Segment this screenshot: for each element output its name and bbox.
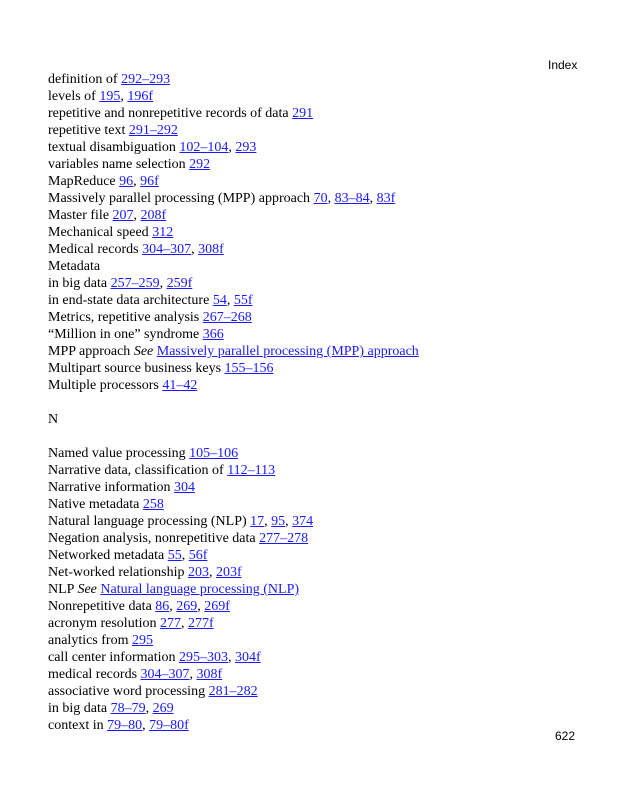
- page-reference-link[interactable]: 269: [176, 599, 198, 614]
- index-term: repetitive text: [48, 123, 129, 138]
- page-reference-link[interactable]: 95: [271, 514, 286, 529]
- index-term: “Million in one” syndrome: [48, 327, 203, 342]
- index-term: repetitive and nonrepetitive records of data: [48, 106, 293, 121]
- index-entry: [48, 462, 588, 479]
- page-reference-link[interactable]: 295–303: [179, 650, 228, 665]
- page-reference-link[interactable]: 41–42: [162, 378, 198, 393]
- index-entry: Master file 207, 208f: [48, 208, 167, 223]
- index-entry: levels of 195, 196f: [48, 89, 153, 104]
- page-reference-link[interactable]: 83–84: [334, 191, 370, 206]
- index-entry: [48, 71, 588, 88]
- index-term: Named value processing: [48, 446, 190, 461]
- page-reference-link[interactable]: 86: [155, 599, 170, 614]
- see-reference-link[interactable]: Massively parallel processing (MPP) approach: [156, 344, 419, 359]
- see-label: See: [77, 582, 97, 597]
- index-term: Native metadata: [48, 497, 143, 512]
- index-term: associative word processing: [48, 684, 209, 699]
- page-reference-link[interactable]: 295: [131, 633, 153, 648]
- index-term: Mechanical speed: [48, 225, 153, 240]
- section-letter: N: [48, 412, 59, 427]
- index-entry: medical records 304–307, 308f: [48, 667, 223, 682]
- see-reference-link[interactable]: Natural language processing (NLP): [100, 582, 300, 597]
- index-entry: [48, 326, 588, 343]
- index-entry: [48, 632, 588, 649]
- index-entry: Nonrepetitive data 86, 269, 269f: [48, 599, 230, 614]
- index-term: Massively parallel processing (MPP) approach: [48, 191, 314, 206]
- page-reference-link[interactable]: 203f: [215, 565, 242, 580]
- index-term: in big data: [48, 276, 111, 291]
- page-reference-link[interactable]: 312: [152, 225, 174, 240]
- page-reference-link[interactable]: 269f: [204, 599, 230, 614]
- index-entry: MapReduce 96, 96f: [48, 174, 159, 189]
- index-entry: [48, 377, 588, 394]
- page-reference-link[interactable]: 83f: [376, 191, 396, 206]
- page-reference-link[interactable]: 291: [292, 106, 314, 121]
- page-reference-link[interactable]: 56f: [188, 548, 208, 563]
- page-reference-link[interactable]: 366: [202, 327, 224, 342]
- index-entry: call center information 295–303, 304f: [48, 650, 261, 665]
- index-term: Narrative information: [48, 480, 174, 495]
- index-term: Master file: [48, 208, 113, 223]
- page-reference-link[interactable]: 291–292: [128, 123, 178, 138]
- page-reference-link[interactable]: 308f: [198, 242, 224, 257]
- page-reference-link[interactable]: 259f: [166, 276, 193, 291]
- page-reference-link[interactable]: 79–80f: [149, 718, 189, 733]
- page-reference-link[interactable]: 55f: [233, 293, 253, 308]
- index-entry: Net-worked relationship 203, 203f: [48, 565, 242, 580]
- page-reference-link[interactable]: 112–113: [227, 463, 276, 478]
- index-entry: [48, 224, 588, 241]
- index-group-m: [48, 71, 588, 394]
- index-term: context in: [48, 718, 108, 733]
- page-reference-link[interactable]: 304: [173, 480, 195, 495]
- page-reference-link[interactable]: 277–278: [259, 531, 309, 546]
- index-term: MapReduce: [48, 174, 120, 189]
- page-reference-link[interactable]: 269: [152, 701, 174, 716]
- page-reference-link[interactable]: 308f: [196, 667, 223, 682]
- index-term: Nonrepetitive data: [48, 599, 156, 614]
- running-header: Index: [548, 58, 578, 72]
- page-reference-link[interactable]: 105–106: [189, 446, 239, 461]
- page-reference-link[interactable]: 96: [119, 174, 134, 189]
- page-reference-link[interactable]: 54: [212, 293, 227, 308]
- see-label: See: [133, 344, 154, 359]
- index-entry: Massively parallel processing (MPP) approach 70, 83–84, 83f: [48, 191, 396, 206]
- index-term: acronym resolution: [48, 616, 160, 631]
- page-reference-link[interactable]: 78–79: [110, 701, 146, 716]
- index-entry: acronym resolution 277, 277f: [48, 616, 214, 631]
- index-entry: Medical records 304–307, 308f: [48, 242, 224, 257]
- index-term: in end-state data architecture: [48, 293, 213, 308]
- index-term: MPP approach: [48, 344, 134, 359]
- index-entry: [48, 445, 588, 462]
- page-reference-link[interactable]: 70: [313, 191, 328, 206]
- index-term: textual disambiguation: [48, 140, 180, 155]
- page-reference-link[interactable]: 374: [292, 514, 314, 529]
- page-reference-link[interactable]: 208f: [140, 208, 167, 223]
- section-gap: [48, 394, 588, 411]
- index-term: call center information: [48, 650, 179, 665]
- index-entry: context in 79–80, 79–80f: [48, 718, 189, 733]
- index-entry: [48, 156, 588, 173]
- page-reference-link[interactable]: 96f: [140, 174, 159, 189]
- page-reference-link[interactable]: 155–156: [224, 361, 274, 376]
- index-term: Natural language processing (NLP): [48, 514, 251, 529]
- page-reference-link[interactable]: 304–307: [142, 242, 192, 257]
- index-entry: [48, 258, 588, 275]
- index-entry: [48, 479, 588, 496]
- index-term: definition of: [48, 72, 122, 87]
- page-reference-link[interactable]: 195: [99, 89, 121, 104]
- index-term: Narrative data, classification of: [48, 463, 228, 478]
- index-entry: [48, 683, 588, 700]
- index-term: Net-worked relationship: [48, 565, 188, 580]
- index-term: Networked metadata: [48, 548, 168, 563]
- index-group-n: [48, 445, 588, 734]
- page-reference-link[interactable]: 203: [187, 565, 209, 580]
- index-term: in big data: [48, 701, 111, 716]
- index-entry: [48, 105, 588, 122]
- index-entry: [48, 343, 588, 360]
- page-reference-link[interactable]: 281–282: [208, 684, 258, 699]
- page-reference-link[interactable]: 207: [112, 208, 134, 223]
- page-reference-link[interactable]: 292: [189, 157, 211, 172]
- page-reference-link[interactable]: 17: [250, 514, 265, 529]
- page-reference-link[interactable]: 79–80: [107, 718, 143, 733]
- page-reference-link[interactable]: 55: [167, 548, 182, 563]
- index-term: Medical records: [48, 242, 143, 257]
- index-term: Negation analysis, nonrepetitive data: [48, 531, 260, 546]
- index-term: Metadata: [48, 259, 101, 274]
- index-term: Metrics, repetitive analysis: [48, 310, 203, 325]
- index-entry: textual disambiguation 102–104, 293: [48, 140, 257, 155]
- index-entry: in big data 78–79, 269: [48, 701, 174, 716]
- page-reference-link[interactable]: 292–293: [121, 72, 171, 87]
- index-term: Multipart source business keys: [48, 361, 225, 376]
- index-entry: Networked metadata 55, 56f: [48, 548, 208, 563]
- index-term: NLP: [48, 582, 78, 597]
- index-term: levels of: [48, 89, 100, 104]
- page-reference-link[interactable]: 267–268: [202, 310, 252, 325]
- page-reference-link[interactable]: 304–307: [140, 667, 190, 682]
- index-entry: [48, 530, 588, 547]
- page-reference-link[interactable]: 258: [142, 497, 164, 512]
- page-reference-link[interactable]: 196f: [127, 89, 153, 104]
- index-entry: [48, 581, 588, 598]
- index-term: medical records: [48, 667, 141, 682]
- section-gap: [48, 428, 588, 445]
- page-reference-link[interactable]: 257–259: [110, 276, 160, 291]
- page-reference-link[interactable]: 293: [235, 140, 257, 155]
- page-number: 622: [555, 729, 576, 743]
- index-term: Multiple processors: [48, 378, 163, 393]
- index-entry: [48, 496, 588, 513]
- page-reference-link[interactable]: 102–104: [179, 140, 229, 155]
- page-reference-link[interactable]: 277f: [187, 616, 214, 631]
- index-entry: [48, 122, 588, 139]
- index-entry: [48, 360, 588, 377]
- index-term: analytics from: [48, 633, 132, 648]
- index-entry: [48, 309, 588, 326]
- index-entry: in end-state data architecture 54, 55f: [48, 293, 253, 308]
- page-reference-link[interactable]: 304f: [235, 650, 261, 665]
- page-reference-link[interactable]: 277: [159, 616, 181, 631]
- index-entry: in big data 257–259, 259f: [48, 276, 193, 291]
- index-entries: [48, 71, 588, 734]
- index-entry: Natural language processing (NLP) 17, 95, 374: [48, 514, 314, 529]
- index-term: variables name selection: [48, 157, 190, 172]
